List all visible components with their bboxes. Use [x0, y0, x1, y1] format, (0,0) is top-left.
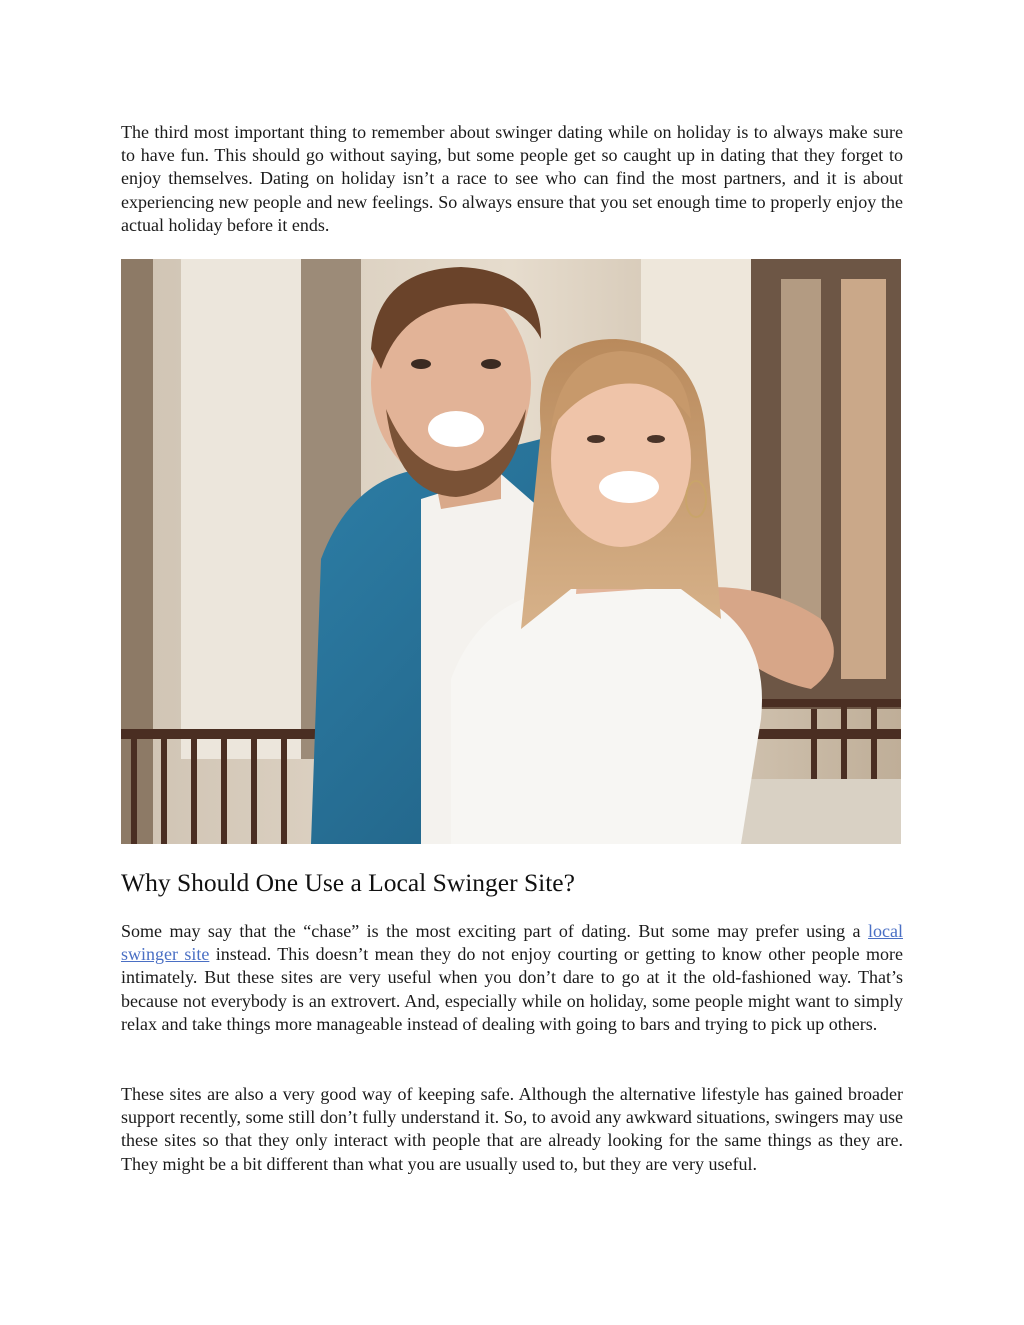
paragraph-text-after-link: instead. This doesn’t mean they do not enjoy courting or getting to know other people more intimately. But these sites are very useful when you don’t dare to go at it the old-fashioned way. That’s because not everybody is an extrovert. And, especially while on holiday, some people might want to simply relax and take things more manageable instead of dealing with going to bars and trying to pick up others.: [121, 944, 903, 1034]
paragraph-chase: [121, 920, 903, 1036]
intro-paragraph: The third most important thing to remember about swinger dating while on holiday is to always make sure to have fun. This should go without saying, but some people get so caught up in dating that they forget to enjoy themselves. Dating on holiday isn’t a race to see who can find the most partners, and it is about experiencing new people and new feelings. So always ensure that you set enough time to properly enjoy the actual holiday before it ends.: [121, 122, 903, 235]
paragraph-safety: These sites are also a very good way of keeping safe. Although the alternative lifestyle has gained broader support recently, some still don’t fully understand it. So, to avoid any awkward situations, swingers may use these sites so that they only interact with people that are already looking for the same things as they are. They might be a bit different than what you are usually used to, but they are very useful.: [121, 1084, 903, 1174]
section-heading: Why Should One Use a Local Swinger Site?: [121, 868, 575, 897]
couple-photo: [121, 259, 901, 844]
local-swinger-site-link[interactable]: local swinger site: [121, 921, 903, 965]
paragraph-text-before-link: Some may say that the “chase” is the most exciting part of dating. But some may prefer using a: [121, 921, 869, 941]
